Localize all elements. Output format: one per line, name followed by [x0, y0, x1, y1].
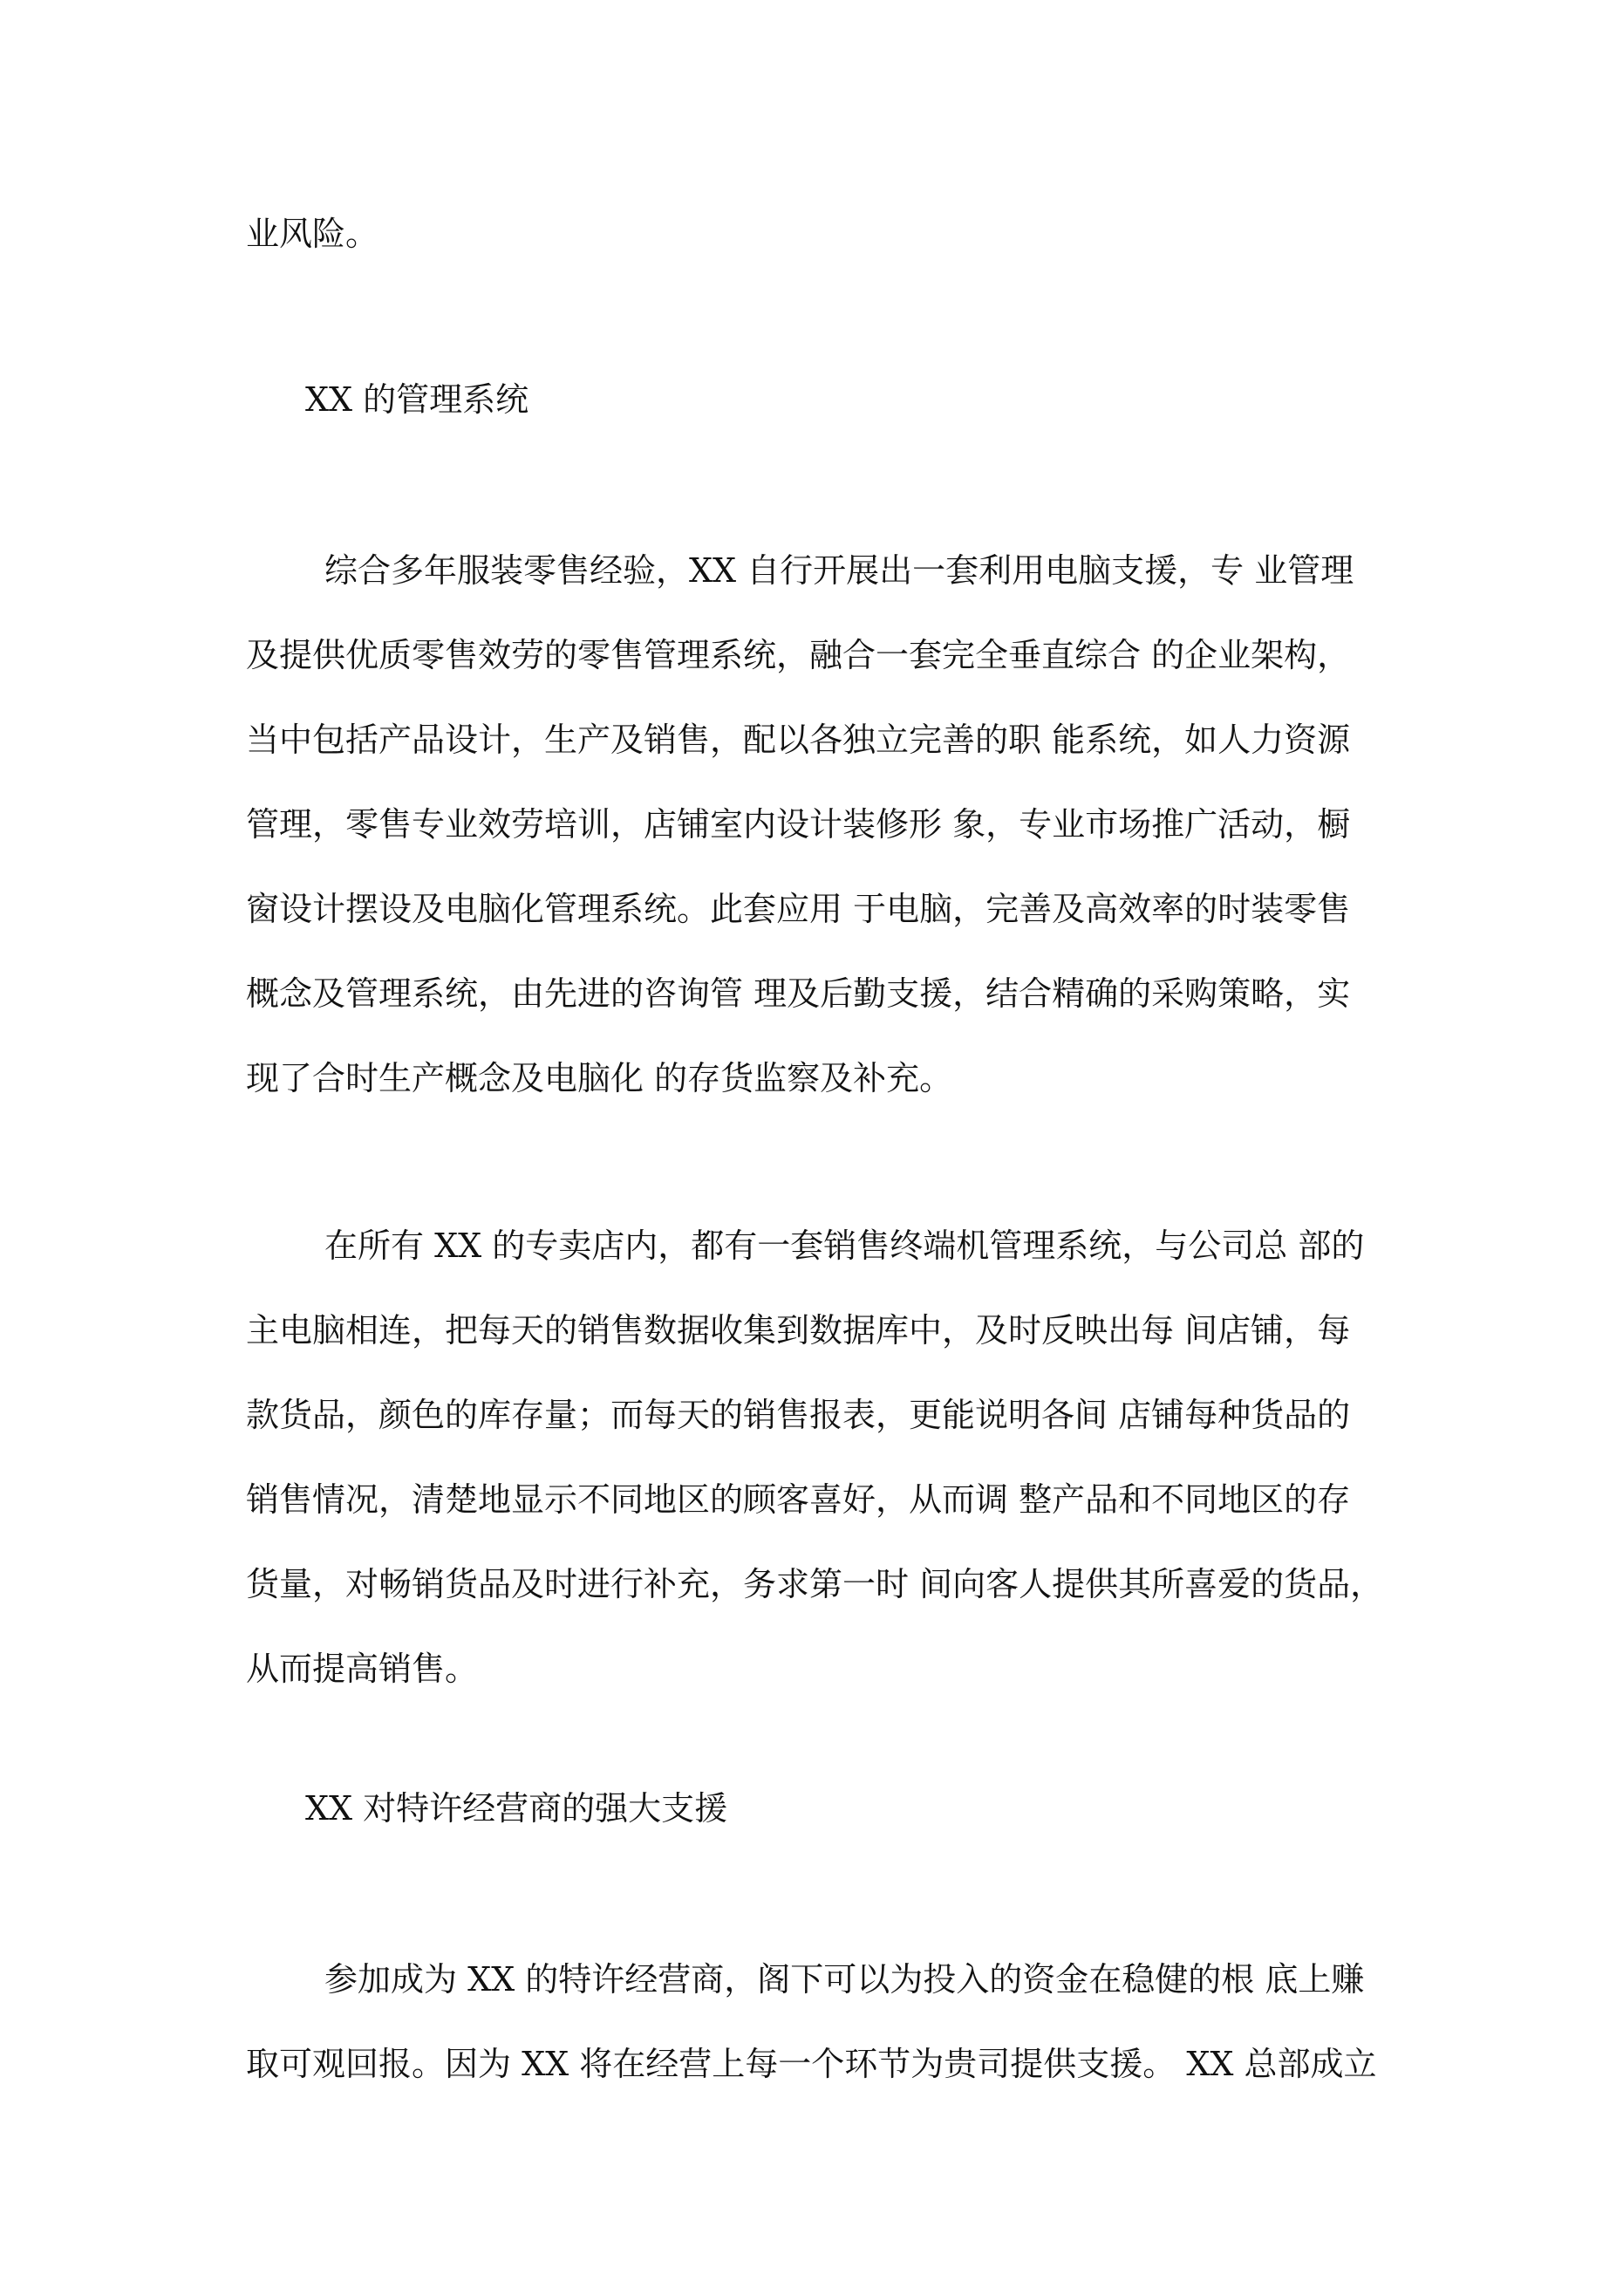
paragraph-line: 参加成为 XX 的特许经营商，阁下可以为投入的资金在稳健的根 底上赚 [324, 1960, 1365, 1999]
paragraph-line: 销售情况，清楚地显示不同地区的顾客喜好，从而调 整产品和不同地区的存 [246, 1480, 1351, 1519]
paragraph-line: 综合多年服装零售经验，XX 自行开展出一套利用电脑支援，专 业管理 [324, 551, 1354, 590]
paragraph-line: 在所有 XX 的专卖店内，都有一套销售终端机管理系统，与公司总 部的 [324, 1227, 1365, 1265]
paragraph-line: 现了合时生产概念及电脑化 的存货监察及补充。 [246, 1059, 953, 1097]
paragraph-line: 概念及管理系统，由先进的咨询管 理及后勤支援，结合精确的采购策略，实 [246, 974, 1351, 1013]
paragraph-line: 从而提高销售。 [246, 1650, 479, 1688]
paragraph-line: 主电脑相连，把每天的销售数据收集到数据库中，及时反映出每 间店铺，每 [246, 1311, 1351, 1350]
paragraph-line: 窗设计摆设及电脑化管理系统。此套应用 于电脑，完善及高效率的时装零售 [246, 890, 1351, 928]
paragraph-line: 管理，零售专业效劳培训，店铺室内设计装修形 象，专业市场推广活动，橱 [246, 805, 1351, 844]
section-heading: XX 的管理系统 [305, 380, 529, 419]
paragraph-line: 当中包括产品设计，生产及销售，配以各独立完善的职 能系统，如人力资源 [246, 721, 1351, 759]
paragraph-line: 取可观回报。因为 XX 将在经营上每一个环节为贵司提供支援。 XX 总部成立 [246, 2045, 1377, 2083]
paragraph-line: 货量，对畅销货品及时进行补充，务求第一时 间向客人提供其所喜爱的货品， [246, 1565, 1384, 1603]
paragraph-line: 及提供优质零售效劳的零售管理系统，融合一套完全垂直综合 的企业架构， [246, 636, 1351, 674]
continuation-text: 业风险。 [246, 215, 379, 253]
section-heading: XX 对特许经营商的强大支援 [305, 1789, 728, 1828]
paragraph-line: 款货品，颜色的库存量；而每天的销售报表，更能说明各间 店铺每种货品的 [246, 1396, 1351, 1434]
